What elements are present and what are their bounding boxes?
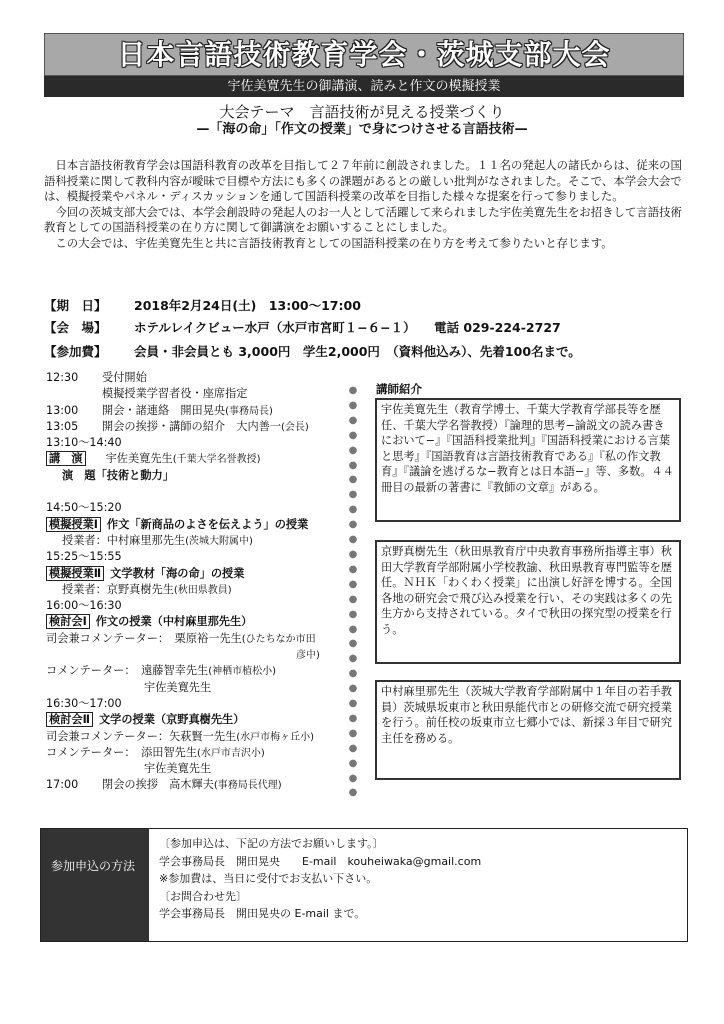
item: 作文「新商品のよさを伝えよう」の授業	[106, 517, 309, 531]
item: 開会・諸連絡 開田晃央	[102, 403, 226, 417]
date-tag: 【期 日】	[44, 298, 107, 313]
note: (会長)	[281, 421, 309, 433]
application-head: 参加申込の方法	[41, 829, 149, 941]
session-box: 講 演	[46, 451, 86, 466]
program-row	[46, 647, 366, 663]
time: 15:25～15:55	[46, 550, 122, 564]
session-box: 検討会Ⅰ	[46, 614, 90, 629]
note: (水戸市梅ヶ丘小)	[236, 731, 315, 743]
page-title: 日本言語技術教育学会・茨城支部大会	[117, 38, 611, 71]
note: (千葉大学名誉教授)	[172, 454, 261, 466]
program-row	[46, 386, 366, 402]
time: 17:00	[46, 778, 79, 792]
application-box	[40, 828, 688, 942]
info-fee	[44, 344, 694, 360]
lecturers-title: 講師紹介	[376, 382, 422, 396]
item: 文学の授業（京野真樹先生）	[98, 713, 245, 727]
dot-column-decor: ● ● ● ● ● ● ● ● ● ● ● ● ● ● ● ● ● ● ● ● ● ● ● ● ● ● ● ●	[348, 385, 358, 799]
note: (ひたちなか市田	[241, 633, 316, 645]
time: 14:50～15:20	[46, 501, 122, 515]
session-box: 模擬授業Ⅱ	[46, 566, 104, 581]
intro-paragraph: 今回の茨城支部大会では、本学会創設時の発起人のお一人として活躍して来られました宇佐美寛先生をお招きして言語技術教育としての国語科授業の在り方に関して御講演をお願いすることにしました。	[44, 204, 682, 235]
program-row	[46, 549, 366, 565]
program	[46, 370, 366, 794]
time: 13:05	[46, 419, 79, 433]
item: 宇佐美寛先生	[105, 452, 173, 466]
theme-line: 大会テーマ 言語技術が見える授業づくり	[219, 103, 505, 121]
note: (事務局長)	[225, 405, 273, 417]
apply-line: 〔参加申込は、下記の方法でお願いします。〕	[159, 837, 384, 850]
program-row	[46, 598, 366, 614]
item: 宇佐美寛先生	[144, 680, 212, 694]
date-value: 2018年2月24日(土) 13:00～17:00	[134, 298, 361, 313]
program-row	[46, 451, 366, 467]
program-row	[46, 533, 366, 549]
program-row	[46, 712, 366, 728]
item: 閉会の挨拶 高木輝夫	[102, 778, 214, 792]
time: 16:30～17:00	[46, 696, 122, 710]
program-row	[46, 663, 366, 679]
item: 司会兼コメンテーター：矢萩賢一先生	[46, 729, 237, 743]
item: コメンテーター： 遠藤智幸先生	[46, 664, 209, 678]
item: 受付開始	[102, 371, 147, 384]
note: (秋田県教員)	[173, 584, 232, 596]
item: 文学教材「海の命」の授業	[110, 566, 245, 580]
item: 模擬授業学習者役・座席指定	[102, 387, 248, 401]
theme-sub: —「海の命」「作文の授業」で身につけさせる言語技術—	[196, 122, 528, 137]
phone-label: 電話	[434, 320, 460, 335]
apply-line: 〔お問合わせ先〕	[159, 889, 247, 903]
program-row	[46, 566, 366, 582]
program-row	[46, 370, 366, 386]
program-row	[46, 614, 366, 630]
intro-paragraph: 日本言語技術教育学会は国語科教育の改革を目指して２７年前に創設されました。１１名の発起人の諸氏からは、従来の国語科授業に関して教科内容が曖昧で目標や方法にも多くの課題があるとの厳しい批判がなされました。そこで、本学会大会では、模擬授業やパネル・ディスカッションを通して国語科授業の改革を目指した様々な提案を行って参りました。	[44, 158, 682, 204]
application-body	[159, 835, 679, 923]
program-row	[46, 500, 366, 516]
program-row	[46, 468, 366, 484]
program-row	[46, 435, 366, 451]
time: 16:00～16:30	[46, 599, 122, 613]
program-row	[46, 517, 366, 533]
program-row	[46, 745, 366, 761]
subtitle-band: 宇佐美寛先生の御講演、読みと作文の模擬授業	[44, 76, 684, 97]
item: コメンテーター： 添田智先生	[46, 745, 198, 759]
fee-value: 会員・非会員とも 3,000円 学生2,000円 （資料他込み）、先着100名まで。	[134, 344, 581, 359]
program-row	[46, 631, 366, 647]
fee-tag: 【参加費】	[44, 344, 107, 359]
intro	[44, 158, 688, 252]
phone-value: 029-224-2727	[463, 320, 561, 335]
session-box: 模擬授業Ⅰ	[46, 517, 101, 532]
item: 開会の挨拶・講師の紹介 大内善一	[102, 419, 282, 433]
intro-paragraph: この大会では、宇佐美寛先生と共に言語技術教育としての国語科授業の在り方を考えて参りたいと存じます。	[44, 235, 613, 250]
program-row	[46, 419, 366, 435]
note: (茨城大附属中)	[185, 535, 253, 547]
time: 13:10～14:40	[46, 436, 122, 450]
item: 演 題「技術と動力」	[62, 468, 174, 482]
time: 12:30	[46, 371, 79, 384]
info-venue	[44, 320, 694, 336]
venue-tag: 【会 場】	[44, 320, 107, 335]
apply-line: 学会事務局長 開田晃央の E-mail まで。	[159, 907, 366, 921]
note: 彦中)	[296, 650, 320, 662]
lecturer-card-usami: 宇佐美寛先生（教育学博士、千葉大学教育学部長等を歴任、千葉大学名誉教授）『論理的思考−論説文の読み書きにおいて−』『国語科授業批判』『国語科授業における言葉と思考』『国語教育は言語技術教育である』『私の作文教育』『議論を逃げるな−教育とは日本語−』等、多数。４４冊目の最新の著書に『教師の文章』がある。	[375, 398, 681, 522]
info-date	[44, 298, 694, 314]
item: 宇佐美寛先生	[144, 762, 212, 776]
apply-line: 学会事務局長 開田晃央 E-mail kouheiwaka@gmail.com	[159, 854, 482, 868]
note: (事務局長代理)	[213, 780, 282, 792]
program-row	[46, 761, 366, 777]
apply-line: ※参加費は、当日に受付でお支払い下さい。	[159, 872, 378, 886]
title-band	[44, 33, 684, 76]
venue-value: ホテルレイクビュー水戸（水戸市宮町１−６−１）	[134, 320, 416, 335]
program-row	[46, 680, 366, 696]
lecturer-card-kyono: 京野真樹先生（秋田県教育庁中央教育事務所指導主事）秋田大学教育学部附属小学校教諭、秋田県教育専門監等を歴任。ＮＨＫ「わくわく授業」に出演し好評を博する。全国各地の研究会で飛び込み授業を行い、その実践は多くの先生方から支持されている。タイで秋田の探究型の授業を行う。	[375, 540, 681, 664]
session-box: 検討会Ⅱ	[46, 712, 93, 727]
item: 授業者：京野真樹先生	[62, 582, 174, 596]
note: (水戸市吉沢小)	[197, 747, 265, 759]
program-row	[46, 729, 366, 745]
item: 作文の授業（中村麻里那先生）	[95, 615, 253, 629]
program-row	[46, 777, 366, 793]
item: 司会兼コメンテーター： 栗原裕一先生	[46, 631, 242, 645]
program-row	[46, 403, 366, 419]
time: 13:00	[46, 403, 79, 417]
item: 授業者：中村麻里那先生	[62, 533, 186, 547]
program-row	[46, 696, 366, 712]
program-row	[46, 582, 366, 598]
lecturer-card-nakamura: 中村麻里那先生（茨城大学教育学部附属中１年目の若手教員）茨城県坂東市と秋田県能代市との研修交流で研究授業を行う。前任校の坂東市立七郷小では、新採３年目で研究主任を務める。	[375, 680, 681, 780]
note: (神栖市植松小)	[208, 666, 277, 678]
